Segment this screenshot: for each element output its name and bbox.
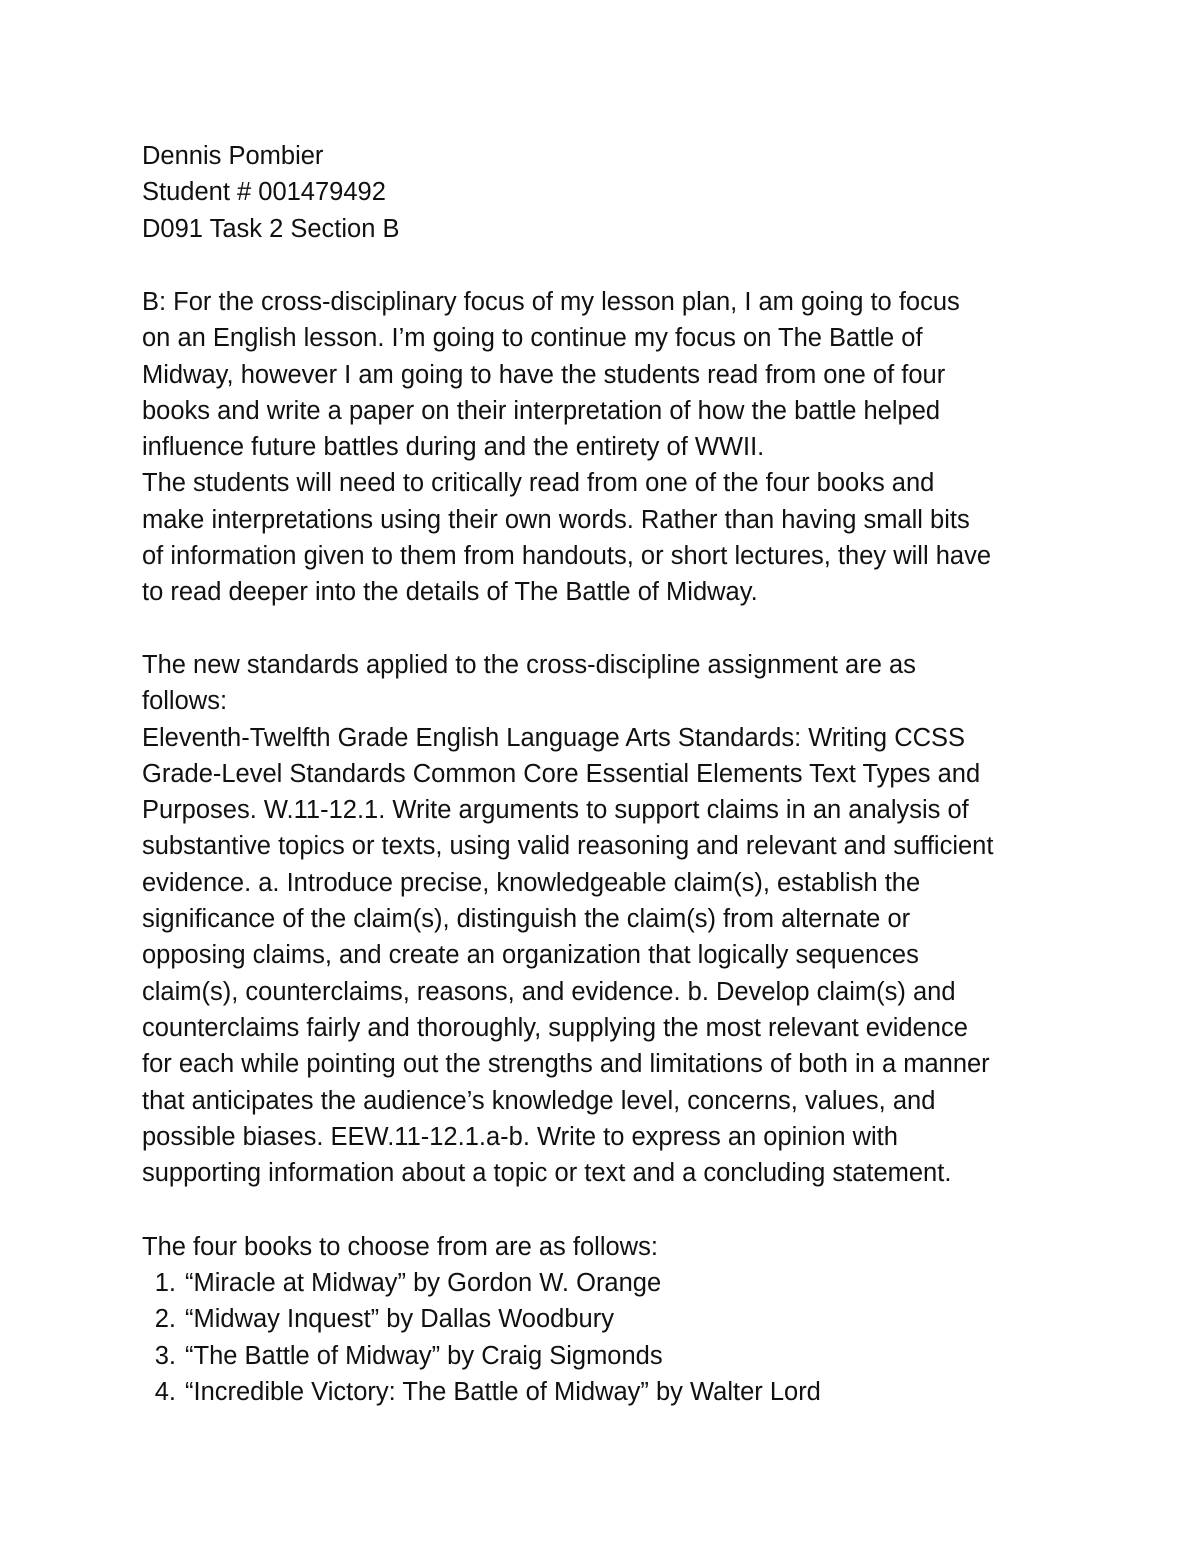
header-block: [142, 138, 1102, 247]
standards-intro: The new standards applied to the cross-discipline assignment are as follows:: [142, 651, 916, 716]
intro-section: [142, 284, 1102, 611]
books-list: [142, 1265, 1102, 1410]
list-item-number: 3.: [154, 1341, 176, 1370]
list-item-title: “The Battle of Midway” by Craig Sigmonds: [185, 1341, 663, 1370]
list-item-number: 2.: [154, 1305, 176, 1334]
author-name: Dennis Pombier: [142, 142, 324, 170]
list-item: [142, 1338, 1102, 1374]
standards-section: [142, 647, 1102, 1191]
standards-text: Eleventh-Twelfth Grade English Language Arts Standards: Writing CCSS Grade-Level Standards Common Core Essential Elements Text Types and Purposes. W.11-12.1. Write arguments to support claims in an analysis of substantive topics or texts, using valid reasoning and relevant and sufficient evidence. a. Introduce precise, knowledgeable claim(s), establish the significance of the claim(s), distinguish the claim(s) from alternate or opposing claims, and create an organization that logically sequences claim(s), counterclaims, reasons, and evidence. b. Develop claim(s) and counterclaims fairly and thoroughly, supplying the most relevant evidence for each while pointing out the strengths and limitations of both in a manner that anticipates the audience’s knowledge level, concerns, values, and possible biases. EEW.11-12.1.a-b. Write to express an opinion with supporting information about a topic or text and a concluding statement.: [142, 723, 994, 1188]
list-item-title: “Incredible Victory: The Battle of Midway” by Walter Lord: [185, 1377, 821, 1406]
list-item-number: 1.: [154, 1269, 176, 1297]
intro-paragraph-1: B: For the cross-disciplinary focus of my lesson plan, I am going to focus on an English lesson. I’m going to continue my focus on The Battle of Midway, however I am going to have the students read from one of four books and write a paper on their interpretation of how the battle helped influence future battles during and the entirety of WWII.: [142, 288, 960, 462]
list-item-number: 4.: [154, 1377, 176, 1406]
list-item: [142, 1265, 1102, 1301]
list-item-title: “Midway Inquest” by Dallas Woodbury: [185, 1305, 614, 1334]
student-number: Student # 001479492: [142, 178, 386, 207]
list-item-title: “Miracle at Midway” by Gordon W. Orange: [185, 1269, 662, 1297]
list-item: [142, 1301, 1102, 1337]
intro-paragraph-2: The students will need to critically read from one of the four books and make interpretations using their own words. Rather than having small bits of information given to them from handouts, or short lectures, they will have to read deeper into the details of The Battle of Midway.: [142, 469, 991, 607]
task-title: D091 Task 2 Section B: [142, 214, 400, 243]
list-item: [142, 1374, 1102, 1410]
books-intro: The four books to choose from are as follows:: [142, 1233, 658, 1261]
